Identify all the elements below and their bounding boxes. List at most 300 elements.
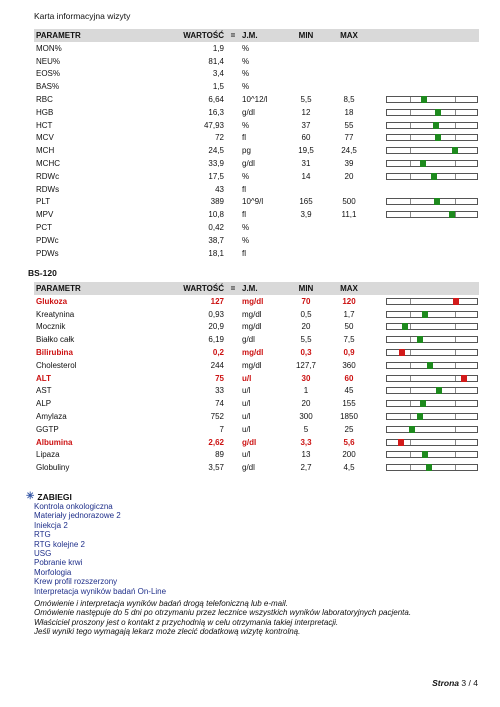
param-unit: pg	[242, 146, 251, 156]
table-row	[34, 221, 479, 234]
table-row	[34, 295, 479, 308]
eq-cell	[226, 461, 240, 474]
gap-cell	[370, 359, 384, 372]
eq-cell	[226, 234, 240, 247]
range-cell	[384, 119, 479, 132]
param-name: NEU%	[36, 56, 61, 66]
range-tick	[455, 350, 456, 355]
range-marker-alert	[453, 298, 459, 305]
param-min: 70	[301, 296, 311, 306]
range-bar	[386, 451, 478, 458]
range-tick	[410, 414, 411, 419]
table-row	[34, 461, 479, 474]
param-max: 1850	[340, 412, 358, 422]
param-unit: u/l	[242, 373, 252, 383]
range-tick	[410, 376, 411, 381]
header-min: MIN	[284, 29, 328, 42]
eq-cell	[226, 42, 240, 55]
param-value: 89	[215, 450, 224, 460]
param-name: Glukoza	[36, 296, 68, 306]
eq-cell	[226, 55, 240, 68]
table-row	[34, 132, 479, 145]
param-value: 752	[210, 412, 224, 422]
param-value: 47,93	[203, 120, 224, 130]
range-tick	[455, 97, 456, 102]
param-min: 2,7	[300, 463, 312, 473]
procedure-item: Iniekcja 2	[34, 520, 68, 530]
param-max: 24,5	[341, 146, 357, 156]
range-cell	[384, 359, 479, 372]
eq-cell	[226, 333, 240, 346]
param-max: 500	[342, 197, 356, 207]
table-row	[34, 321, 479, 334]
param-name: HCT	[36, 120, 53, 130]
param-unit: g/dl	[242, 463, 255, 473]
param-max	[328, 80, 370, 93]
range-tick	[455, 123, 456, 128]
param-max: 77	[344, 133, 354, 143]
range-marker	[435, 109, 441, 116]
param-name: GGTP	[36, 424, 59, 434]
eq-cell	[226, 183, 240, 196]
param-max	[328, 183, 370, 196]
param-min: 5,5	[300, 335, 312, 345]
param-max: 7,5	[343, 335, 355, 345]
range-cell	[384, 321, 479, 334]
eq-cell	[226, 359, 240, 372]
range-bar	[386, 122, 478, 129]
range-bar	[386, 400, 478, 407]
param-min: 60	[301, 133, 311, 143]
range-cell	[384, 410, 479, 423]
gap-cell	[370, 221, 384, 234]
table-row	[34, 333, 479, 346]
gap-cell	[370, 397, 384, 410]
range-tick	[455, 324, 456, 329]
range-tick	[455, 452, 456, 457]
param-unit: 10^12/l	[242, 95, 268, 105]
range-tick	[410, 465, 411, 470]
range-bar	[386, 311, 478, 318]
range-bar	[386, 464, 478, 471]
range-tick	[455, 401, 456, 406]
range-cell	[384, 295, 479, 308]
param-unit: mg/dl	[242, 348, 264, 358]
param-max: 5,6	[343, 437, 355, 447]
param-name: HGB	[36, 107, 54, 117]
param-max	[328, 221, 370, 234]
range-bar	[386, 375, 478, 382]
param-unit: %	[242, 235, 250, 245]
param-value: 74	[215, 399, 224, 409]
param-name: MCHC	[36, 159, 60, 169]
range-cell	[384, 144, 479, 157]
table-row	[34, 346, 479, 359]
gap-cell	[370, 436, 384, 449]
param-unit: g/dl	[242, 107, 255, 117]
param-name: PCT	[36, 223, 52, 233]
param-max: 1,7	[343, 309, 355, 319]
range-bar	[386, 387, 478, 394]
table-row	[34, 183, 479, 196]
param-value: 6,64	[208, 95, 224, 105]
param-min: 5	[303, 424, 309, 434]
gap-cell	[370, 80, 384, 93]
param-name: Kreatynina	[36, 309, 75, 319]
range-cell	[384, 208, 479, 221]
param-unit: g/dl	[242, 437, 257, 447]
param-value: 10,8	[208, 210, 224, 220]
table-row	[34, 68, 479, 81]
range-bar	[386, 362, 478, 369]
param-name: MCV	[36, 133, 54, 143]
range-bar	[386, 413, 478, 420]
param-max	[328, 55, 370, 68]
range-cell	[384, 80, 479, 93]
param-max: 4,5	[343, 463, 355, 473]
header-value: WARTOŚĆ	[152, 29, 226, 42]
bs120-section-label: BS-120	[28, 268, 57, 278]
note-line: Jeśli wyniki tego wymagają lekarz może zlecić dodatkową wizytę kontrolną.	[34, 627, 301, 637]
param-min: 37	[301, 120, 311, 130]
gap-cell	[370, 157, 384, 170]
eq-cell	[226, 93, 240, 106]
param-name: MCH	[36, 146, 55, 156]
param-value: 33,9	[208, 159, 224, 169]
asterisk-icon: ✳	[26, 491, 35, 502]
param-unit: mg/dl	[242, 360, 262, 370]
table-row	[34, 119, 479, 132]
range-tick	[455, 199, 456, 204]
table-row	[34, 93, 479, 106]
param-name: PDWs	[36, 248, 59, 258]
param-unit: 10^9/l	[242, 197, 264, 207]
range-tick	[410, 299, 411, 304]
note-line: Omówienie i interpretacja wyników badań drogą telefoniczną lub e-mail.	[34, 599, 288, 608]
table-row	[34, 208, 479, 221]
gap-cell	[370, 170, 384, 183]
param-name: Mocznik	[36, 322, 66, 332]
eq-cell	[226, 410, 240, 423]
param-min: 31	[301, 159, 311, 169]
range-tick	[410, 123, 411, 128]
procedure-item: Pobranie krwi	[34, 558, 83, 568]
param-unit: u/l	[242, 386, 251, 396]
param-max: 55	[344, 120, 354, 130]
range-tick	[455, 388, 456, 393]
range-cell	[384, 196, 479, 209]
header-max: MAX	[328, 29, 370, 42]
param-value: 0,2	[212, 348, 224, 358]
header-value: WARTOŚĆ	[152, 282, 226, 295]
param-unit: g/dl	[242, 159, 255, 169]
table-row	[34, 42, 479, 55]
range-tick	[410, 148, 411, 153]
param-min: 165	[299, 197, 313, 207]
param-value: 127	[210, 296, 224, 306]
header-eq: =	[226, 282, 240, 295]
table-row	[34, 449, 479, 462]
param-min: 19,5	[298, 146, 314, 156]
param-min: 12	[301, 107, 311, 117]
header-min: MIN	[284, 282, 328, 295]
range-tick	[455, 135, 456, 140]
gap-cell	[370, 119, 384, 132]
param-value: 7	[219, 424, 224, 434]
eq-cell	[226, 157, 240, 170]
param-min: 3,3	[300, 437, 312, 447]
param-value: 2,62	[208, 437, 224, 447]
gap-cell	[370, 321, 384, 334]
param-value: 81,4	[208, 56, 224, 66]
param-max: 200	[342, 450, 356, 460]
param-unit: u/l	[242, 412, 251, 422]
range-tick	[455, 174, 456, 179]
range-cell	[384, 247, 479, 260]
range-cell	[384, 423, 479, 436]
range-tick	[410, 199, 411, 204]
param-unit: %	[242, 171, 250, 181]
gap-cell	[370, 385, 384, 398]
range-bar	[386, 198, 478, 205]
procedure-item: USG	[34, 549, 52, 559]
range-cell	[384, 333, 479, 346]
table-row	[34, 372, 479, 385]
param-min: 5,5	[300, 95, 312, 105]
gap-cell	[370, 372, 384, 385]
param-min	[284, 68, 328, 81]
param-unit: %	[242, 69, 250, 79]
param-name: MPV	[36, 210, 54, 220]
range-cell	[384, 221, 479, 234]
range-bar	[386, 323, 478, 330]
range-tick	[455, 414, 456, 419]
range-marker	[420, 160, 426, 167]
range-cell	[384, 449, 479, 462]
param-value: 38,7	[208, 235, 224, 245]
table-row	[34, 157, 479, 170]
param-max: 20	[344, 171, 354, 181]
param-unit: %	[242, 43, 250, 53]
param-name: Albumina	[36, 437, 73, 447]
eq-cell	[226, 80, 240, 93]
range-bar	[386, 147, 478, 154]
range-cell	[384, 436, 479, 449]
header-unit: J.M.	[240, 29, 284, 42]
param-value: 3,4	[212, 69, 224, 79]
param-max: 155	[342, 399, 356, 409]
param-value: 6,19	[208, 335, 224, 345]
range-cell	[384, 372, 479, 385]
param-min: 30	[301, 373, 311, 383]
gap-cell	[370, 196, 384, 209]
eq-cell	[226, 397, 240, 410]
eq-cell	[226, 385, 240, 398]
param-unit: fl	[242, 210, 246, 220]
param-value: 33	[215, 386, 224, 396]
eq-cell	[226, 308, 240, 321]
table-header-row	[34, 282, 479, 295]
param-value: 72	[215, 133, 224, 143]
gap-cell	[370, 461, 384, 474]
range-marker	[431, 173, 437, 180]
eq-cell	[226, 295, 240, 308]
range-tick	[455, 161, 456, 166]
range-cell	[384, 68, 479, 81]
header-unit: J.M.	[240, 282, 284, 295]
eq-cell	[226, 119, 240, 132]
note-line: Właściciel proszony jest o kontakt z przychodnią w celu otrzymania takiej interpretacji.	[34, 617, 339, 627]
eq-cell	[226, 196, 240, 209]
range-marker	[449, 211, 455, 218]
param-name: Lipaza	[36, 450, 60, 460]
range-tick	[410, 337, 411, 342]
gap-cell	[370, 183, 384, 196]
procedure-item: RTG	[34, 530, 51, 540]
procedures-heading	[26, 491, 166, 502]
range-marker	[402, 323, 408, 330]
procedure-item: Interpretacja wyników badań On-Line	[34, 586, 167, 596]
range-tick	[410, 161, 411, 166]
gap-cell	[370, 333, 384, 346]
range-tick	[455, 376, 456, 381]
range-cell	[384, 42, 479, 55]
param-value: 0,42	[208, 223, 224, 233]
range-marker	[436, 387, 442, 394]
param-max: 39	[344, 159, 354, 169]
range-marker	[427, 362, 433, 369]
table-row	[34, 410, 479, 423]
eq-cell	[226, 321, 240, 334]
procedure-item: Kontrola onkologiczna	[34, 502, 113, 511]
range-tick	[455, 427, 456, 432]
range-marker-alert	[399, 349, 405, 356]
gap-cell	[370, 144, 384, 157]
param-unit: u/l	[242, 450, 251, 460]
param-max: 25	[344, 424, 354, 434]
range-bar	[386, 173, 478, 180]
range-tick	[410, 350, 411, 355]
range-tick	[455, 465, 456, 470]
footer-page: 3	[461, 678, 467, 688]
param-name: PDWc	[36, 235, 59, 245]
param-unit: %	[242, 120, 250, 130]
param-min	[284, 42, 328, 55]
param-name: RBC	[36, 95, 53, 105]
range-cell	[384, 55, 479, 68]
param-min: 13	[301, 450, 311, 460]
param-max: 120	[342, 296, 356, 306]
range-cell	[384, 106, 479, 119]
eq-cell	[226, 423, 240, 436]
range-bar	[386, 349, 478, 356]
param-unit: fl	[242, 184, 246, 194]
param-unit: %	[242, 82, 250, 92]
param-value: 3,57	[208, 463, 224, 473]
range-bar	[386, 211, 478, 218]
param-unit: mg/dl	[242, 296, 264, 306]
param-min: 20	[301, 399, 311, 409]
param-name: Globuliny	[36, 463, 70, 473]
param-name: ALP	[36, 399, 52, 409]
range-marker	[422, 311, 428, 318]
eq-cell	[226, 346, 240, 359]
eq-cell	[226, 449, 240, 462]
param-min: 1	[303, 386, 309, 396]
range-cell	[384, 346, 479, 359]
param-max: 360	[342, 360, 356, 370]
procedure-item: Morfologia	[34, 567, 72, 577]
document-title: Karta informacyjna wizyty	[34, 11, 131, 21]
eq-cell	[226, 436, 240, 449]
param-max: 0,9	[343, 348, 355, 358]
param-max: 18	[344, 107, 354, 117]
table-row	[34, 80, 479, 93]
procedure-item: Materiały jednorazowe 2	[34, 511, 121, 521]
range-bar	[386, 426, 478, 433]
range-marker	[435, 134, 441, 141]
param-unit: u/l	[242, 399, 251, 409]
range-cell	[384, 170, 479, 183]
param-max	[328, 247, 370, 260]
eq-cell	[226, 247, 240, 260]
table-row	[34, 55, 479, 68]
range-tick	[410, 363, 411, 368]
eq-cell	[226, 144, 240, 157]
procedures-title: ZABIEGI	[37, 491, 72, 502]
range-marker	[417, 336, 423, 343]
range-bar	[386, 298, 478, 305]
range-bar	[386, 96, 478, 103]
param-min: 14	[301, 171, 311, 181]
param-value: 1,5	[212, 82, 224, 92]
table-row	[34, 170, 479, 183]
range-tick	[455, 440, 456, 445]
header-max: MAX	[328, 282, 370, 295]
param-name: Białko całk	[36, 335, 75, 345]
param-max: 11,1	[341, 210, 357, 220]
param-max: 60	[344, 373, 354, 383]
range-bar	[386, 109, 478, 116]
gap-cell	[370, 106, 384, 119]
table-row	[34, 196, 479, 209]
range-tick	[410, 388, 411, 393]
footer-sep: /	[468, 678, 471, 688]
param-unit: %	[242, 223, 250, 233]
range-cell	[384, 157, 479, 170]
param-name: PLT	[36, 197, 51, 207]
param-name: Amylaza	[36, 412, 67, 422]
range-tick	[410, 110, 411, 115]
footer-label: Strona	[432, 678, 460, 688]
param-min	[284, 183, 328, 196]
gap-cell	[370, 68, 384, 81]
param-max: 45	[344, 386, 354, 396]
procedure-item: RTG kolejne 2	[34, 539, 85, 549]
range-cell	[384, 308, 479, 321]
range-cell	[384, 234, 479, 247]
morphology-table	[34, 29, 479, 260]
gap-cell	[370, 308, 384, 321]
table-row	[34, 385, 479, 398]
gap-cell	[370, 449, 384, 462]
gap-cell	[370, 208, 384, 221]
param-min	[284, 55, 328, 68]
param-value: 16,3	[208, 107, 224, 117]
param-unit: u/l	[242, 424, 251, 434]
range-marker	[452, 147, 458, 154]
param-min: 127,7	[295, 360, 317, 370]
